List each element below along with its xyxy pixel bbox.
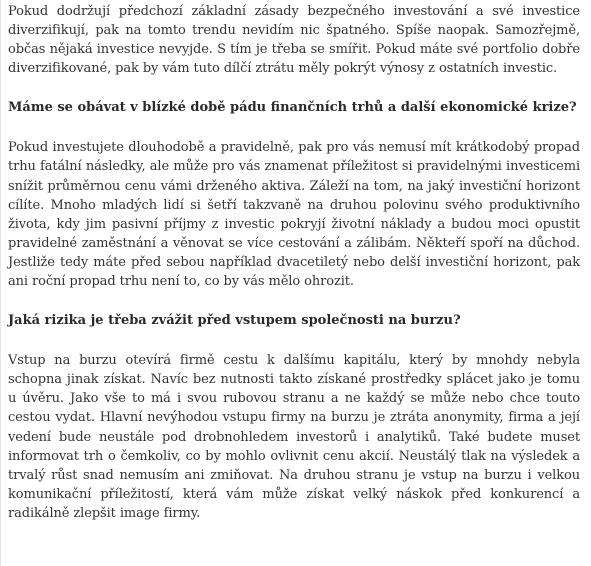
heading-market-crash-question: Máme se obávat v blízké době pádu finančních trhů a další ekonomické krize?	[8, 100, 577, 116]
article-body	[8, 0, 580, 523]
paragraph-long-term-investing: Pokud investujete dlouhodobě a pravidelně, pak pro vás nemusí mít krátkodobý propad trhu fatální následky, ale může pro vás znamenat příležitost si pravidelnými investicemi snížit průměrnou cenu vámi drženého aktiva. Záleží na tom, na jaký investiční horizont cílíte. Mnoho mladých lidí si šetří takzvaně na druhou polovinu svého produktivního života, kdy jim pasivní příjmy z investic pokryjí životní náklady a budou moci opustit pravidelné zaměstnání a věnovat se více cestování a zálibám. Někteří spoří na důchod. Jestliže tedy máte před sebou například dvacetiletý nebo delší investiční horizont, pak ani roční propad trhu není to, co by vás mělo ohrozit.	[8, 140, 580, 290]
paragraph-ipo-risks: Vstup na burzu otevírá firmě cestu k dalšímu kapitálu, který by mnohdy nebyla schopna jinak získat. Navíc bez nutnosti takto získané prostředky splácet jako je tomu u úvěru. Jako vše to má i svou rubovou stranu a ne každý se může nebo chce touto cestou vydat. Hlavní nevýhodou vstupu firmy na burzu je ztráta anonymity, firma a její vedení bude neustále pod drobnohledem investorů i analytiků. Také budete muset informovat trh o čemkoliv, co by mohlo ovlivnit cenu akcií. Neustálý tlak na výsledek a trvalý růst snad nemusím ani zmiňovat. Na druhou stranu je vstup na burzu i velkou komunikační příležitostí, která vám může získat velký náskok před konkurencí a radikálně zlepšit image firmy.	[8, 353, 580, 521]
heading-ipo-risks-question: Jaká rizika je třeba zvážit před vstupem společnosti na burzu?	[8, 313, 461, 329]
paragraph-diversification: Pokud dodržují předchozí základní zásady bezpečného investování a své investice diverzifikují, pak na tomto trendu nevidím nic špatného. Spíše naopak. Samozřejmě, občas nějaká investice nevyjde. S tím je třeba se smířit. Pokud máte své portfolio dobře diverzifikované, pak by vám tuto dílčí ztrátu měly pokrýt výnosy z ostatních investic.	[8, 4, 580, 77]
